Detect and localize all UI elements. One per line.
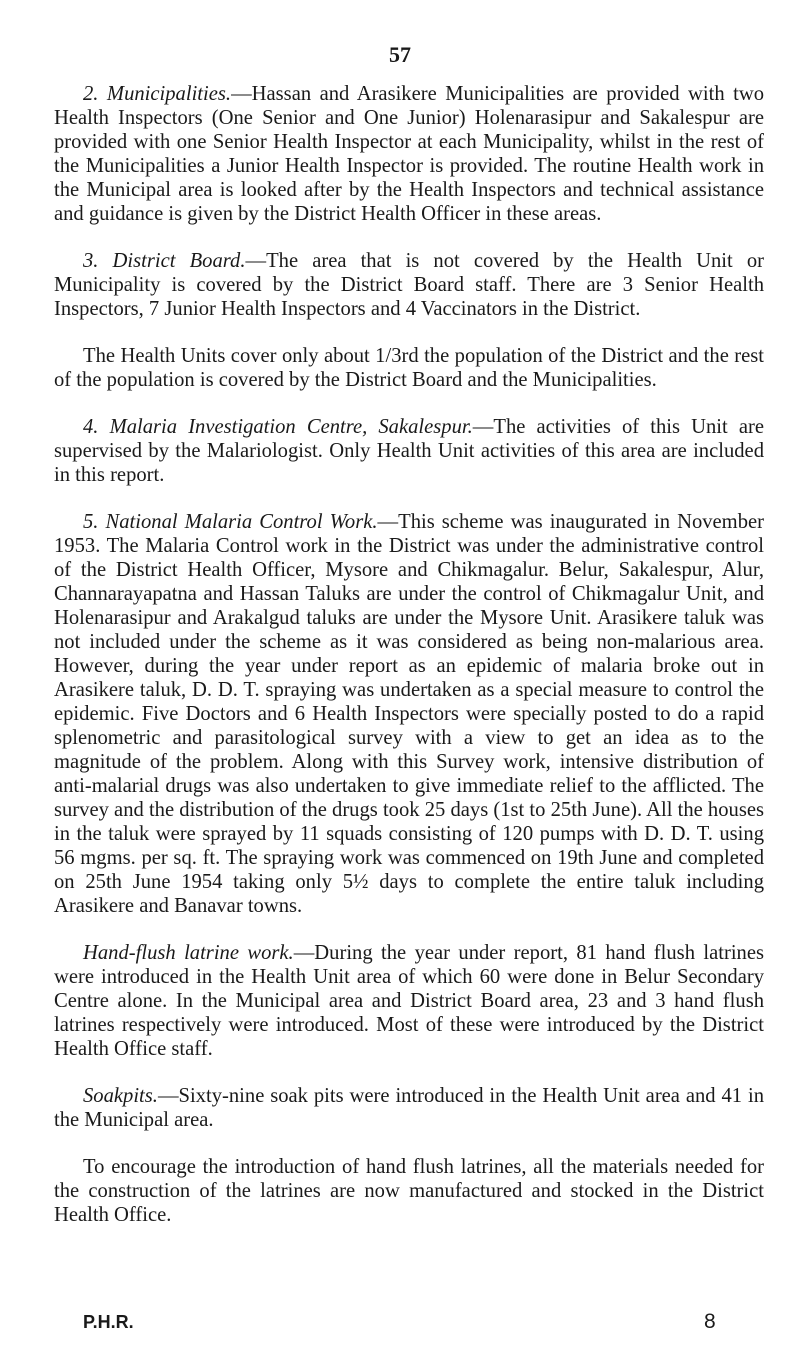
paragraph-text: —Sixty-nine soak pits were introduced in the Health Unit area and 41 in the Municipal area. [54, 1085, 764, 1131]
paragraph-materials [54, 1155, 764, 1227]
paragraph-health-units [54, 344, 764, 392]
paragraph-heading: Hand-flush latrine work. [83, 942, 294, 964]
paragraph-soakpits [54, 1084, 764, 1132]
footer-sheet-number: 8 [704, 1310, 716, 1333]
body-text [54, 82, 764, 1250]
paragraph-hand-flush [54, 941, 764, 1061]
paragraph-text: —During the year under report, 81 hand flush latrines were introduced in the Health Unit area of which 60 were done in Belur Secondary Centre alone. In the Municipal area and District Board area, 23 and 3 hand flush latrines respectively were introduced. Most of these were introduced by the District Health Office staff. [54, 942, 764, 1060]
paragraph-heading: 4. Malaria Investigation Centre, Sakalespur. [83, 416, 473, 438]
paragraph-heading: 5. National Malaria Control Work. [83, 511, 378, 533]
paragraph-text: The Health Units cover only about 1/3rd the population of the District and the rest of the population is covered by the District Board and the Municipalities. [54, 345, 764, 391]
paragraph-district-board [54, 249, 764, 321]
page-number: 57 [389, 42, 411, 67]
footer-report-code: P.H.R. [83, 1312, 134, 1332]
paragraph-text: —Hassan and Arasikere Municipalities are provided with two Health Inspectors (One Senior and One Junior) Holenarasipur and Sakalespur are provided with one Senior Health Inspector at each Municipality, whilst in the rest of the Municipalities a Junior Health Inspector is provided. The routine Health work in the Municipal area is looked after by the Health Inspectors and technical assistance and guidance is given by the District Health Officer in these areas. [54, 83, 764, 225]
paragraph-text: —The area that is not covered by the Health Unit or Municipality is covered by the District Board staff. There are 3 Senior Health Inspectors, 7 Junior Health Inspectors and 4 Vaccinators in the District. [54, 250, 764, 320]
paragraph-malaria-control [54, 510, 764, 918]
paragraph-text: —The activities of this Unit are supervised by the Malariologist. Only Health Unit activities of this area are included in this report. [54, 416, 764, 486]
paragraph-heading: 3. District Board. [83, 250, 246, 272]
paragraph-malaria-investigation [54, 415, 764, 487]
paragraph-heading: Soakpits. [83, 1085, 158, 1107]
paragraph-text: —This scheme was inaugurated in November 1953. The Malaria Control work in the District was under the administrative control of the District Health Officer, Mysore and Chikmagalur. Belur, Sakalespur, Alur, Channarayapatna and Hassan Taluks are under the control of Chikmagalur Unit, and Holenarasipur and Arakalgud taluks are under the Mysore Unit. Arasikere taluk was not included under the scheme as it was considered as being non-malarious area. However, during the year under report as an epidemic of malaria broke out in Arasikere taluk, D. D. T. spraying was undertaken as a special measure to control the epidemic. Five Doctors and 6 Health Inspectors were specially posted to do a rapid splenometric and parasitological survey with a view to get an idea as to the magnitude of the problem. Along with this Survey work, intensive distribution of anti-malarial drugs was also undertaken to give immediate relief to the afflicted. The survey and the distribution of the drugs took 25 days (1st to 25th June). All the houses in the taluk were sprayed by 11 squads consisting of 120 pumps with D. D. T. using 56 mgms. per sq. ft. The spraying work was commenced on 19th June and completed on 25th June 1954 taking only 5½ days to complete the entire taluk including Arasikere and Banavar towns. [54, 511, 764, 917]
paragraph-text: To encourage the introduction of hand flush latrines, all the materials needed for the construction of the latrines are now manufactured and stocked in the District Health Office. [54, 1156, 764, 1226]
paragraph-municipalities [54, 82, 764, 226]
paragraph-heading: 2. Municipalities. [83, 83, 232, 105]
